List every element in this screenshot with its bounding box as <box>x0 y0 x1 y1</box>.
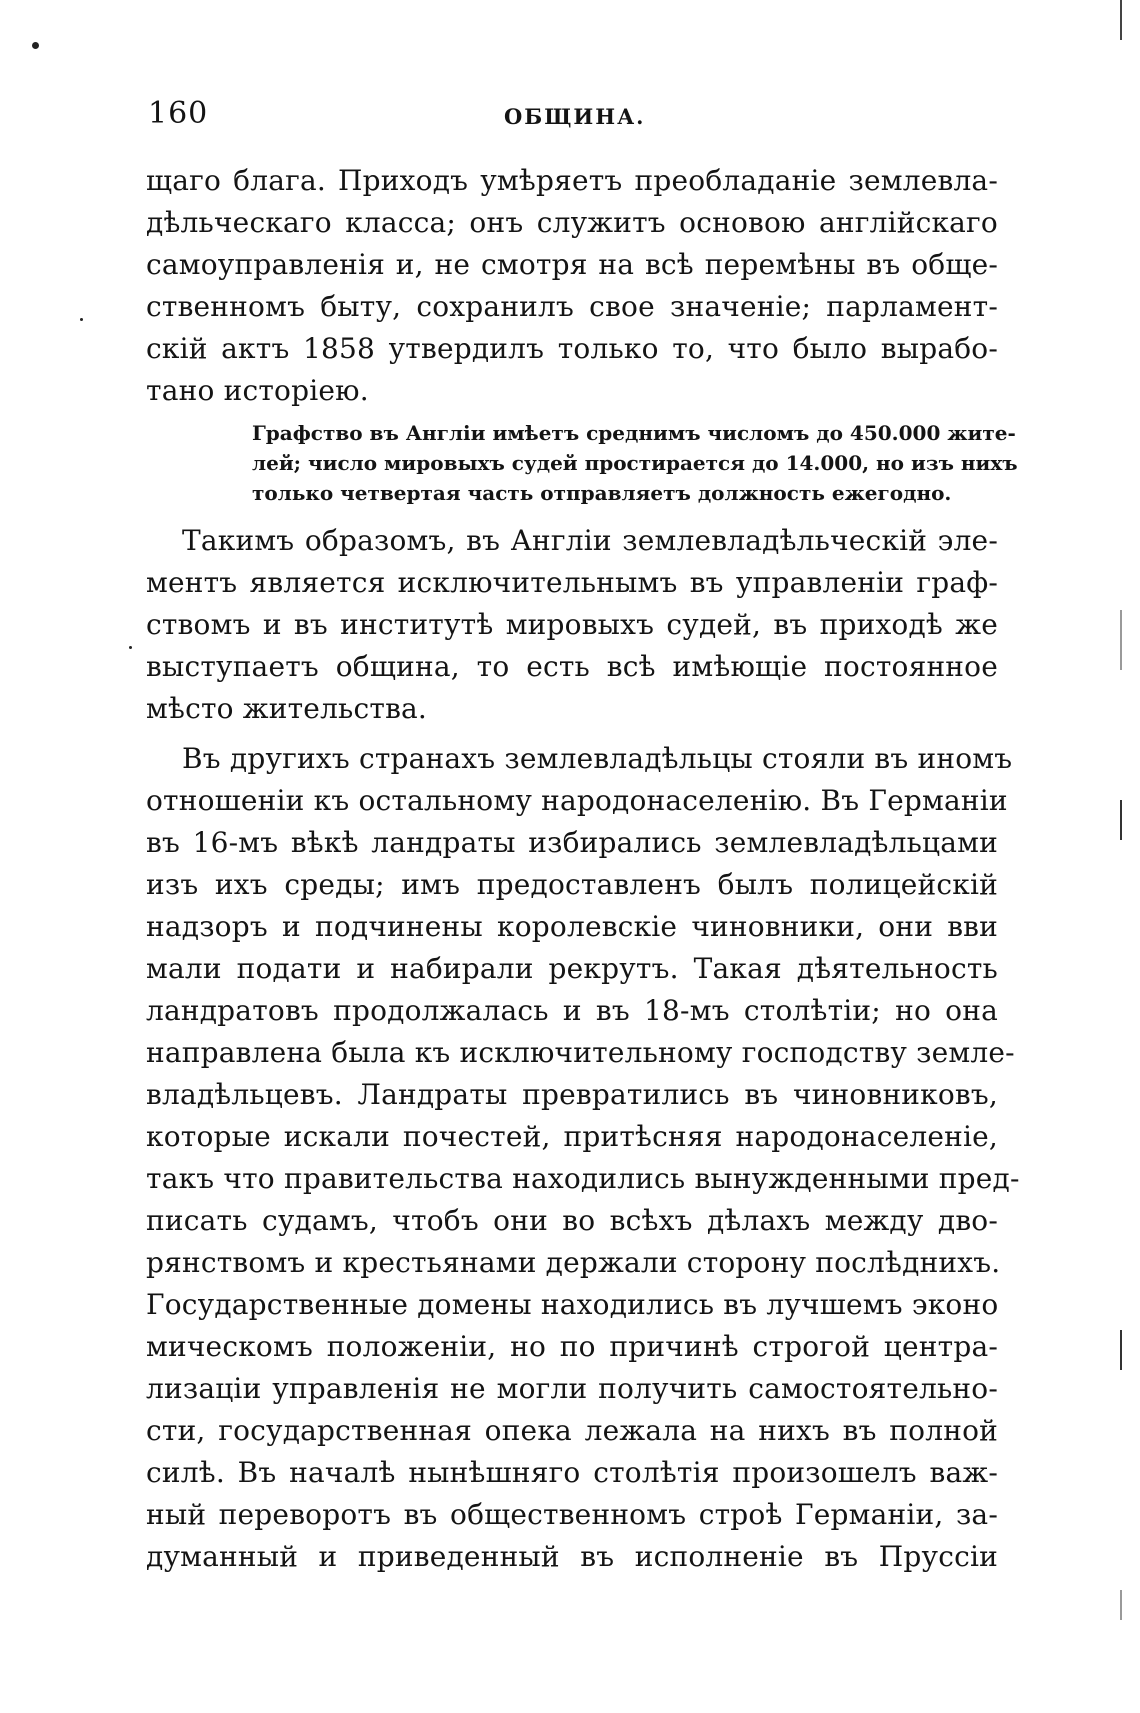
text-line: Такимъ образомъ, въ Англіи землевладѣльческій эле- <box>182 524 998 557</box>
text-line: ный переворотъ въ общественномъ строѣ Германіи, за- <box>146 1498 998 1531</box>
text-line: изъ ихъ среды; имъ предоставленъ былъ полицейскій <box>146 868 998 901</box>
text-line: Въ другихъ странахъ землевладѣльцы стояли въ иномъ <box>182 742 1013 775</box>
text-line: мическомъ положеніи, но по причинѣ строгой центра- <box>146 1330 998 1363</box>
text-line: рянствомъ и крестьянами держали сторону послѣднихъ. <box>146 1246 1001 1279</box>
footnote-line: Графство въ Англіи имѣетъ среднимъ числомъ до 450.000 жите- <box>252 421 1016 445</box>
text-line: дѣльческаго класса; онъ служитъ основою англійскаго <box>146 206 998 239</box>
page-number: 160 <box>148 96 209 131</box>
text-line: лизаціи управленія не могли получить самостоятельно- <box>146 1372 998 1405</box>
text-line: мали подати и набирали рекрутъ. Такая дѣятельность <box>146 952 998 985</box>
running-title: ОБЩИНА. <box>504 104 646 129</box>
text-line: въ 16-мъ вѣкѣ ландраты избирались землевладѣльцами <box>146 826 998 859</box>
paragraph <box>146 738 1020 1578</box>
text-line: владѣльцевъ. Ландраты превратились въ чиновниковъ, <box>146 1078 998 1111</box>
scan-speck <box>32 42 39 49</box>
text-line: отношеніи къ остальному народонаселенію. Въ Германіи <box>146 784 1008 817</box>
text-line: щаго блага. Приходъ умѣряетъ преобладаніе землевла- <box>146 164 998 197</box>
text-line: писать судамъ, чтобъ они во всѣхъ дѣлахъ между дво- <box>146 1204 998 1237</box>
page-edge-line <box>1120 1330 1122 1370</box>
scan-speck <box>80 318 83 321</box>
text-line: Государственные домены находились въ лучшемъ эконо <box>146 1288 999 1321</box>
page-edge-line <box>1120 0 1122 40</box>
text-line: ственномъ быту, сохранилъ свое значеніе; парламент- <box>146 290 998 323</box>
footnote <box>146 418 1018 508</box>
footnote-line: только четвертая часть отправляетъ должность ежегодно. <box>252 481 952 505</box>
page-header <box>148 96 1000 136</box>
text-line: направлена была къ исключительному господству земле- <box>146 1036 1015 1069</box>
text-line: сти, государственная опека лежала на нихъ въ полной <box>146 1414 998 1447</box>
text-line: силѣ. Въ началѣ нынѣшняго столѣтія произошелъ важ- <box>146 1456 998 1489</box>
page-edge-line <box>1120 1590 1122 1620</box>
paragraph-gap <box>146 730 998 738</box>
text-line: которые искали почестей, притѣсняя народонаселеніе, <box>146 1120 998 1153</box>
text-line: думанный и приведенный въ исполненіе въ Пруссіи <box>146 1540 998 1573</box>
text-line: скій актъ 1858 утвердилъ только то, что было вырабо- <box>146 332 998 365</box>
text-line: ствомъ и въ институтѣ мировыхъ судей, въ приходѣ же <box>146 608 998 641</box>
page-edge-line <box>1120 610 1122 670</box>
page-edge-line <box>1120 800 1122 840</box>
text-line: мѣсто жительства. <box>146 692 428 725</box>
text-line: надзоръ и подчинены королевскіе чиновники, они вви <box>146 910 998 943</box>
text-line: выступаетъ община, то есть всѣ имѣющіе постоянное <box>146 650 998 683</box>
text-line: самоуправленія и, не смотря на всѣ перемѣны въ обще- <box>146 248 998 281</box>
body-text <box>146 160 1020 1578</box>
paragraph <box>146 160 998 412</box>
scan-speck <box>129 646 132 649</box>
paragraph <box>146 520 998 730</box>
text-line: ландратовъ продолжалась и въ 18-мъ столѣтіи; но она <box>146 994 998 1027</box>
text-line: такъ что правительства находились вынужденными пред- <box>146 1162 1020 1195</box>
text-line: ментъ является исключительнымъ въ управленіи граф- <box>146 566 998 599</box>
footnote-line: лей; число мировыхъ судей простирается до 14.000, но изъ нихъ <box>252 451 1018 475</box>
text-line: тано исторіею. <box>146 374 369 407</box>
